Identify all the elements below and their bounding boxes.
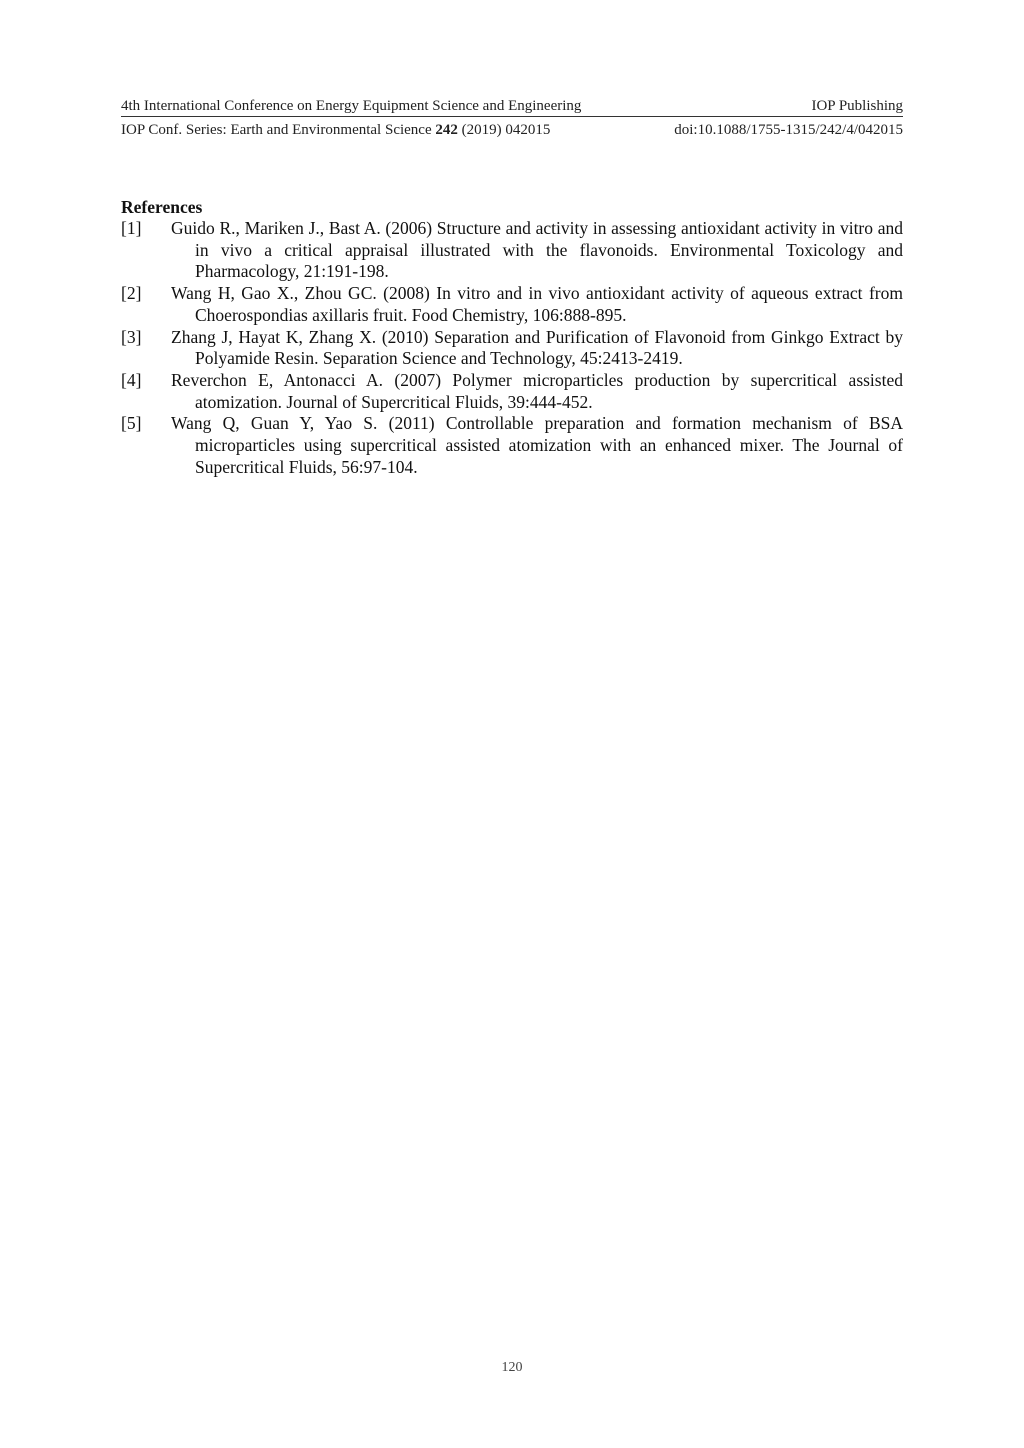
- reference-number: [4]: [121, 369, 142, 390]
- series-suffix: (2019) 042015: [457, 122, 551, 138]
- reference-number: [3]: [121, 326, 142, 347]
- reference-item: [121, 327, 903, 370]
- series-volume: 242: [435, 122, 458, 138]
- reference-number: [5]: [121, 413, 142, 434]
- reference-item: [121, 218, 903, 283]
- reference-number: [2]: [121, 283, 142, 304]
- reference-text: Wang H, Gao X., Zhou GC. (2008) In vitro and in vivo antioxidant activity of aqueous extract from Choerospondias axillaris fruit. Food Chemistry, 106:888-895.: [171, 283, 903, 325]
- series-prefix: IOP Conf. Series: Earth and Environmental Science: [121, 122, 436, 138]
- publisher-name: IOP Publishing: [811, 98, 903, 114]
- reference-text: Guido R., Mariken J., Bast A. (2006) Structure and activity in assessing antioxidant activity in vitro and in vivo a critical appraisal illustrated with the flavonoids. Environmental Toxicology and Pharmacology, 21:191-198.: [171, 218, 903, 282]
- reference-text: Zhang J, Hayat K, Zhang X. (2010) Separation and Purification of Flavonoid from Ginkgo Extract by Polyamide Resin. Separation Science and Technology, 45:2413-2419.: [171, 326, 903, 369]
- doi-link[interactable]: doi:10.1088/1755-1315/242/4/042015: [674, 122, 903, 138]
- reference-text: Wang Q, Guan Y, Yao S. (2011) Controllable preparation and formation mechanism of BSA microparticles using supercritical assisted atomization with an enhanced mixer. The Journal of Supercritical Fluids, 56:97-104.: [171, 413, 903, 477]
- reference-item: [121, 283, 903, 326]
- reference-text: Reverchon E, Antonacci A. (2007) Polymer microparticles production by supercritical assisted atomization. Journal of Supercritical Fluids, 39:444-452.: [171, 369, 903, 412]
- reference-item: [121, 413, 903, 478]
- page-number: 120: [501, 1360, 523, 1375]
- references-heading: References: [121, 197, 203, 217]
- reference-item: [121, 370, 903, 413]
- header-bottom-row: [121, 121, 903, 139]
- reference-number: [1]: [121, 218, 142, 238]
- conference-title: 4th International Conference on Energy Equipment Science and Engineering: [121, 98, 582, 114]
- references-section: [121, 196, 903, 478]
- series-citation: [121, 121, 550, 139]
- reference-list: [121, 218, 903, 478]
- header-top-row: [121, 97, 903, 117]
